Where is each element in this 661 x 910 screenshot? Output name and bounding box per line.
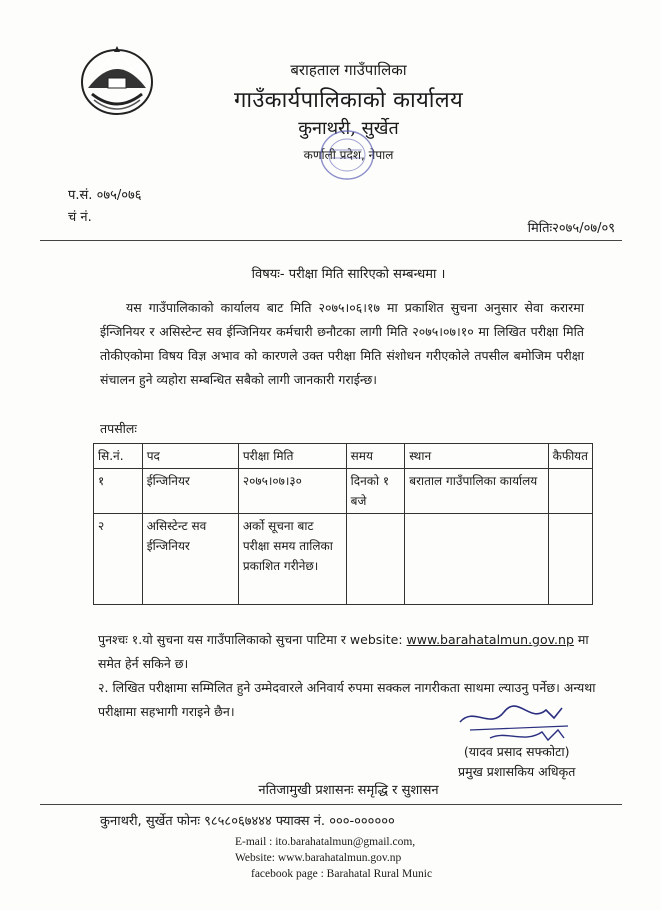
table-row bbox=[94, 514, 593, 605]
footer-address-phone: कुनाथरी, सुर्खेत फोनः ९८५८०६७४४४ फ्याक्स नं. ०००-०००००० bbox=[100, 814, 395, 829]
office-name: गाउँकार्यपालिकाको कार्यालय bbox=[233, 88, 464, 113]
dispatch-number: चं नं. bbox=[68, 210, 92, 225]
municipality-name: बराहताल गाउँपालिका bbox=[290, 61, 407, 79]
official-stamp bbox=[318, 128, 376, 182]
exam-schedule-table bbox=[93, 443, 593, 605]
signatory-block bbox=[458, 742, 575, 782]
signatory-title: प्रमुख प्रशासकिय अधिकृत bbox=[458, 764, 576, 779]
table-cell: बराताल गाउँपालिका कार्यालय bbox=[405, 469, 548, 514]
letter-number: प.सं. ०७५/०७६ bbox=[68, 188, 142, 203]
footer-contact bbox=[235, 834, 432, 882]
table-cell: दिनको १ बजे bbox=[346, 469, 405, 514]
table-cell: २ bbox=[94, 514, 143, 605]
table-header-row bbox=[94, 444, 593, 469]
table-row bbox=[94, 469, 593, 514]
footer-slogan: नतिजामुखी प्रशासनः समृद्धि र सुशासन bbox=[258, 783, 439, 798]
note-1: पुनश्चः १.यो सुचना यस गाउँपालिकाको सुचना पाटिमा र website: www.barahatalmun.gov.np मा समेत हेर्न सकिने छ। bbox=[98, 632, 589, 671]
letter-subject: विषयः- परीक्षा मिति सारिएको सम्बन्धमा । bbox=[251, 267, 446, 282]
footer-facebook: facebook page : Barahatal Rural Munic bbox=[251, 868, 433, 880]
table-cell bbox=[405, 514, 548, 605]
table-cell bbox=[548, 469, 592, 514]
table-cell: २०७५।०७।३० bbox=[238, 469, 346, 514]
table-cell bbox=[346, 514, 405, 605]
province-country: कर्णाली प्रदेश, नेपाल bbox=[303, 148, 394, 162]
header-divider bbox=[40, 240, 622, 241]
column-header: कैफीयत bbox=[548, 444, 592, 469]
handwritten-signature bbox=[450, 700, 580, 748]
table-cell bbox=[548, 514, 592, 605]
office-location: कुनाथरी, सुर्खेत bbox=[298, 118, 399, 139]
footer-email: E-mail : ito.barahatalmun@gmail.com, bbox=[235, 836, 416, 848]
column-header: सि.नं. bbox=[94, 444, 143, 469]
column-header: समय bbox=[346, 444, 405, 469]
table-cell: १ bbox=[94, 469, 143, 514]
table-cell: ईन्जिनियर bbox=[142, 469, 238, 514]
footer-divider bbox=[40, 804, 622, 805]
letter-date: मितिः२०७५/०७/०९ bbox=[527, 221, 615, 236]
website-link[interactable]: www.barahatalmun.gov.np bbox=[406, 632, 574, 647]
column-header: परीक्षा मिति bbox=[238, 444, 346, 469]
column-header: स्थान bbox=[405, 444, 548, 469]
column-header: पद bbox=[142, 444, 238, 469]
signatory-name: (यादव प्रसाद सफ्कोटा) bbox=[463, 744, 570, 759]
letter-body: यस गाउँपालिकाको कार्यालय बाट मिति २०७५।०६।१७ मा प्रकाशित सुचना अनुसार सेवा करारमा ईन्जिनियर र असिस्टेन्ट सव ईन्जिनियर कर्मचारी छनौटका लागी मिति २०७५।०७।१० मा लिखित परीक्षा मिति तोकीएकोमा विषय विज्ञ अभाव को कारणले उक्त परीक्षा मिति संशोधन गरीएकोले तपसील बमोजिम परीक्षा संचालन हुने व्यहोरा सम्बन्धित सबैको लागी जानकारी गराईन्छ। bbox=[100, 300, 584, 387]
reference-block bbox=[68, 185, 142, 229]
table-label: तपसीलः bbox=[100, 421, 137, 436]
footer-website: Website: www.barahatalmun.gov.np bbox=[235, 852, 402, 864]
note-2: २. लिखित परीक्षामा सम्मिलित हुने उम्मेदवारले अनिवार्य रुपमा सक्कल नागरीकता साथमा ल्याउनु पर्नेछ। अन्यथा परीक्षामा सहभागी गराइने छैन। bbox=[98, 680, 596, 719]
table-cell: अर्को सूचना बाट परीक्षा समय तालिका प्रकाशित गरीनेछ। bbox=[238, 514, 346, 605]
table-cell: असिस्टेन्ट सव ईन्जिनियर bbox=[142, 514, 238, 605]
